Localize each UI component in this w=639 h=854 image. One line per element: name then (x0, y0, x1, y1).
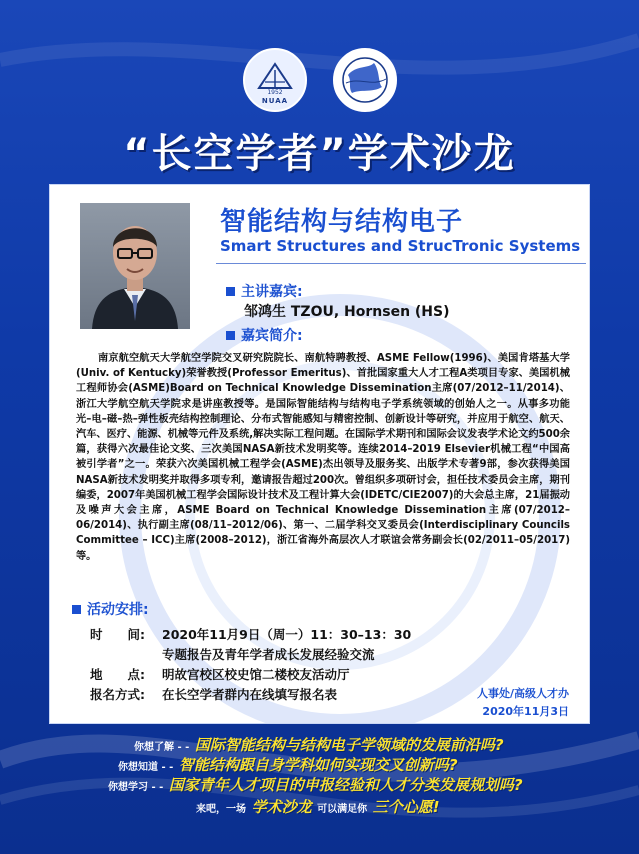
logo-year: 1952 (267, 89, 283, 96)
bio-heading (226, 325, 303, 345)
schedule-heading (72, 599, 149, 619)
speaker-portrait-icon (80, 203, 190, 329)
organizer-name: 人事处/高级人才办 (476, 687, 569, 700)
question-prefix: 来吧，一场 (196, 804, 246, 815)
question-end: 三个心愿! (372, 798, 440, 816)
square-bullet-icon (226, 331, 235, 340)
schedule-topic: 专题报告及青年学者成长发展经验交流 (162, 647, 375, 662)
signup-label: 报名方式: (90, 687, 145, 702)
logo-text: NUAA (261, 97, 289, 105)
schedule-place (90, 665, 350, 683)
square-bullet-icon (226, 287, 235, 296)
logo-bar (0, 48, 639, 118)
question-1 (134, 734, 504, 755)
talk-title-en: Smart Structures and StrucTronic Systems (220, 237, 581, 255)
time-value: 2020年11月9日（周一）11：30–13：30 (162, 627, 412, 642)
question-3 (108, 774, 523, 795)
square-bullet-icon (72, 605, 81, 614)
nuaa-logo (243, 48, 307, 112)
question-prefix: 你想了解 - - (134, 742, 190, 753)
page-title: “长空学者”学术沙龙 (123, 131, 516, 177)
speaker-name: 邹鸿生 TZOU, Hornsen (HS) (244, 304, 450, 320)
forum-logo (333, 48, 397, 112)
question-highlight: 学术沙龙 (251, 798, 312, 816)
question-4 (196, 796, 440, 817)
speaker-heading (226, 281, 303, 301)
time-label: 时 间: (90, 627, 145, 642)
question-prefix: 你想学习 - - (108, 782, 164, 793)
organizer-date: 2020年11月3日 (482, 705, 569, 718)
schedule-heading-label: 活动安排: (87, 602, 149, 618)
speaker-bio: 南京航空航天大学航空学院交叉研究院院长、南航特聘教授、ASME Fellow(1996)、美国肯塔基大学(Univ. of Kentucky)荣誉教授(Professor Emeritus)、首批国家重大人才工程A类项目专家、美国机械工程师协会(ASME)Board on Technical Knowledge Dissemination主席(07/2012–11/2014)、浙江大学航空航天学院求是讲座教授等。是国际智能结构与结构电子学系统领域的创始人之一。从事多功能光–电–磁–热–弹性板壳结构控制理论、分布式智能感知与精密控制、创新设计等研究，并应用于航空、航天、汽车、医疗、能源、机械等元件及系统,解决实际工程问题。在国际学术期刊和国际会议发表学术论文约500余篇，获得六次最佳论文奖、三次美国NASA新技术发明奖等。连续2014–2019 Elsevier机械工程“中国高被引学者”之一。荣获六次美国机械工程学会(ASME)杰出领导及服务奖、出版学术专著9部，参次获得美国 NASA新技术发明奖并取得多项专利，邀请报告超过200次。曾组织多项研讨会，担任技术委员会主席，期刊编委，2007年美国机械工程学会国际设计技术及工程计算大会(IDETC/CIE2007)的大会总主席，21届振动及噪声大会主席，ASME Board on Technical Knowledge Dissemination主席(07/2012–06/2014)、执行副主席(08/11–2012/06)、第一、二届学科交叉委员会(Interdisciplinary Councils Committee – ICC)主席(2008–2012)，浙江省海外高层次人才联谊会常务副会长(02/2011–05/2017)等。 (76, 353, 570, 562)
question-prefix: 你想知道 - - (118, 762, 174, 773)
place-label: 地 点: (90, 667, 145, 682)
title-divider (216, 263, 586, 264)
question-middle: 可以满足你 (317, 804, 368, 815)
question-text: 国家青年人才项目的申报经验和人才分类发展规划吗? (168, 776, 523, 794)
bio-heading-label: 嘉宾简介: (241, 328, 303, 344)
place-value: 明故宫校区校史馆二楼校友活动厅 (162, 667, 350, 682)
schedule-signup (90, 685, 337, 703)
question-text: 智能结构跟自身学科如何实现交叉创新吗? (178, 756, 458, 774)
talk-title-cn: 智能结构与结构电子 (220, 207, 464, 237)
schedule-time (90, 625, 411, 643)
content-card (49, 184, 590, 724)
globe-emblem-icon (338, 53, 392, 107)
question-2 (118, 754, 458, 775)
speaker-heading-label: 主讲嘉宾: (241, 284, 303, 300)
speaker-photo (80, 203, 190, 329)
question-text: 国际智能结构与结构电子学领域的发展前沿吗? (194, 736, 504, 754)
signup-value: 在长空学者群内在线填写报名表 (162, 687, 338, 702)
